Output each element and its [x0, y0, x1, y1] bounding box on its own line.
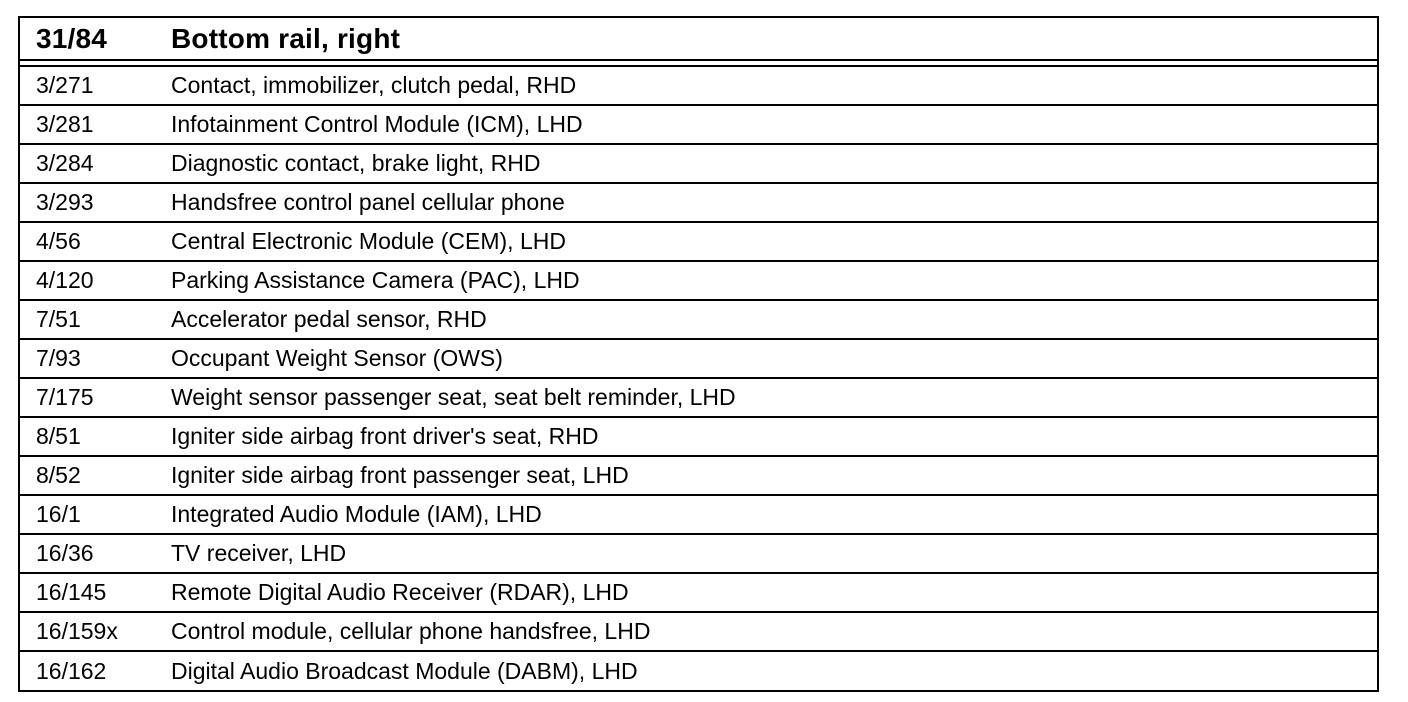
row-code: 7/175	[36, 384, 94, 410]
row-description: Remote Digital Audio Receiver (RDAR), LHD	[171, 579, 629, 605]
table-header	[20, 18, 1377, 61]
row-code: 8/52	[36, 462, 81, 488]
row-description: Accelerator pedal sensor, RHD	[171, 306, 487, 332]
row-description: Igniter side airbag front passenger seat, LHD	[171, 462, 629, 488]
table-row	[20, 145, 1377, 184]
component-table	[18, 16, 1379, 692]
table-row	[20, 496, 1377, 535]
table-row	[20, 262, 1377, 301]
table-row	[20, 106, 1377, 145]
table-row	[20, 574, 1377, 613]
row-description: Occupant Weight Sensor (OWS)	[171, 345, 503, 371]
row-description: Diagnostic contact, brake light, RHD	[171, 150, 541, 176]
row-code: 4/56	[36, 228, 81, 254]
row-code: 16/145	[36, 579, 107, 605]
row-description: Handsfree control panel cellular phone	[171, 189, 565, 215]
table-row	[20, 184, 1377, 223]
row-description: Parking Assistance Camera (PAC), LHD	[171, 267, 580, 293]
table-row	[20, 301, 1377, 340]
row-code: 8/51	[36, 423, 81, 449]
row-description: Weight sensor passenger seat, seat belt reminder, LHD	[171, 384, 736, 410]
row-description: Integrated Audio Module (IAM), LHD	[171, 501, 542, 527]
row-code: 3/271	[36, 72, 94, 98]
row-code: 16/36	[36, 540, 94, 566]
table-row	[20, 652, 1377, 690]
row-description: Digital Audio Broadcast Module (DABM), LHD	[171, 657, 638, 684]
row-code: 16/1	[36, 501, 81, 527]
row-description: Infotainment Control Module (ICM), LHD	[171, 111, 583, 137]
row-description: Contact, immobilizer, clutch pedal, RHD	[171, 72, 577, 98]
table-row	[20, 613, 1377, 652]
row-description: TV receiver, LHD	[171, 540, 347, 566]
row-code: 4/120	[36, 267, 94, 293]
row-description: Central Electronic Module (CEM), LHD	[171, 228, 566, 254]
table-row	[20, 379, 1377, 418]
table-row	[20, 67, 1377, 106]
row-code: 3/293	[36, 189, 94, 215]
table-row	[20, 223, 1377, 262]
row-description: Control module, cellular phone handsfree, LHD	[171, 618, 651, 644]
row-description: Igniter side airbag front driver's seat, RHD	[171, 423, 599, 449]
row-code: 3/284	[36, 150, 94, 176]
row-code: 7/51	[36, 306, 81, 332]
table-row	[20, 535, 1377, 574]
table-row	[20, 418, 1377, 457]
header-code: 31/84	[36, 22, 108, 54]
row-code: 16/159x	[36, 618, 118, 644]
row-code: 16/162	[36, 657, 107, 684]
header-title: Bottom rail, right	[171, 22, 401, 54]
row-code: 7/93	[36, 345, 81, 371]
row-code: 3/281	[36, 111, 94, 137]
table-row	[20, 457, 1377, 496]
table-row	[20, 340, 1377, 379]
